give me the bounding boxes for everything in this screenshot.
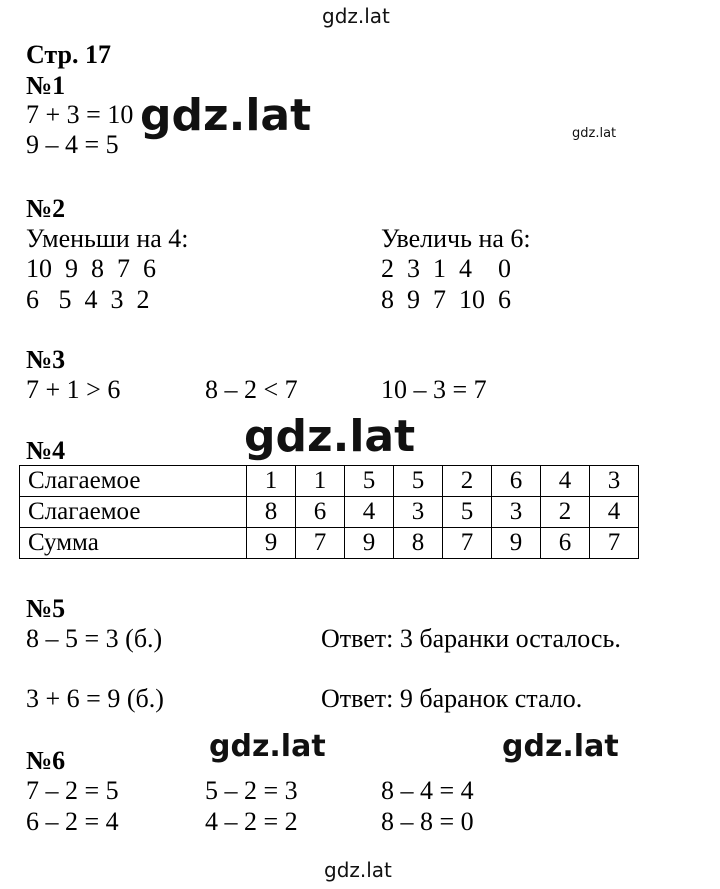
watermark-ex1-big: gdz.lat: [140, 90, 312, 141]
ex1-heading: №1: [26, 71, 66, 100]
ex3-item-1: 7 + 1 > 6: [26, 375, 121, 404]
table-cell: 5: [394, 466, 443, 497]
table-cell: 9: [345, 528, 394, 559]
ex2-left-row-1: 10 9 8 7 6: [26, 254, 156, 283]
table-row: [20, 466, 639, 497]
ex2-right-row-2: 8 9 7 10 6: [381, 285, 511, 314]
ex5-answer-2: Ответ: 9 баранок стало.: [321, 684, 583, 713]
table-cell: 8: [247, 497, 296, 528]
ex2-left-row-2: 6 5 4 3 2: [26, 285, 150, 314]
watermark-ex1-small: gdz.lat: [572, 126, 617, 141]
table-cell: 6: [492, 466, 541, 497]
ex5-equation-2: 3 + 6 = 9 (б.): [26, 684, 164, 713]
table-cell: 4: [541, 466, 590, 497]
table-cell: 9: [492, 528, 541, 559]
ex3-item-2: 8 – 2 < 7: [205, 375, 298, 404]
ex5-equation-1: 8 – 5 = 3 (б.): [26, 624, 163, 653]
table-cell: 4: [345, 497, 394, 528]
table-cell: 5: [443, 497, 492, 528]
table-cell: 8: [394, 528, 443, 559]
watermark-bottom: gdz.lat: [324, 858, 392, 882]
page-title: Стр. 17: [26, 40, 111, 69]
row-label: Слагаемое: [20, 466, 247, 497]
ex2-right-title: Увеличь на 6:: [381, 224, 531, 253]
table-row: [20, 497, 639, 528]
addition-table: [19, 465, 639, 559]
ex3-heading: №3: [26, 345, 66, 374]
table-cell: 3: [492, 497, 541, 528]
table-cell: 1: [296, 466, 345, 497]
ex6-col2-line-2: 4 – 2 = 2: [205, 807, 298, 836]
ex2-right-row-1: 2 3 1 4 0: [381, 254, 511, 283]
ex6-col2-line-1: 5 – 2 = 3: [205, 776, 298, 805]
table-cell: 9: [247, 528, 296, 559]
table-cell: 4: [590, 497, 639, 528]
table-cell: 5: [345, 466, 394, 497]
watermark-ex6-right: gdz.lat: [502, 729, 619, 764]
ex6-heading: №6: [26, 746, 66, 775]
ex5-heading: №5: [26, 594, 66, 623]
table-cell: 7: [443, 528, 492, 559]
row-label: Сумма: [20, 528, 247, 559]
table-cell: 6: [541, 528, 590, 559]
table-cell: 7: [590, 528, 639, 559]
ex3-item-3: 10 – 3 = 7: [381, 375, 487, 404]
watermark-top: gdz.lat: [322, 4, 390, 28]
ex4-heading: №4: [26, 436, 66, 465]
watermark-ex6-left: gdz.lat: [209, 729, 326, 764]
ex6-col1-line-2: 6 – 2 = 4: [26, 807, 119, 836]
watermark-ex4: gdz.lat: [244, 411, 416, 462]
row-label: Слагаемое: [20, 497, 247, 528]
table-cell: 2: [541, 497, 590, 528]
table-cell: 3: [590, 466, 639, 497]
table-cell: 1: [247, 466, 296, 497]
ex6-col1-line-1: 7 – 2 = 5: [26, 776, 119, 805]
table-row: [20, 528, 639, 559]
table-cell: 3: [394, 497, 443, 528]
ex1-line-2: 9 – 4 = 5: [26, 130, 119, 159]
ex6-col3-line-1: 8 – 4 = 4: [381, 776, 474, 805]
ex1-line-1: 7 + 3 = 10: [26, 100, 134, 129]
table-cell: 6: [296, 497, 345, 528]
table-cell: 7: [296, 528, 345, 559]
ex2-heading: №2: [26, 194, 66, 223]
ex5-answer-1: Ответ: 3 баранки осталось.: [321, 624, 621, 653]
table-cell: 2: [443, 466, 492, 497]
ex6-col3-line-2: 8 – 8 = 0: [381, 807, 474, 836]
ex2-left-title: Уменьши на 4:: [26, 224, 189, 253]
